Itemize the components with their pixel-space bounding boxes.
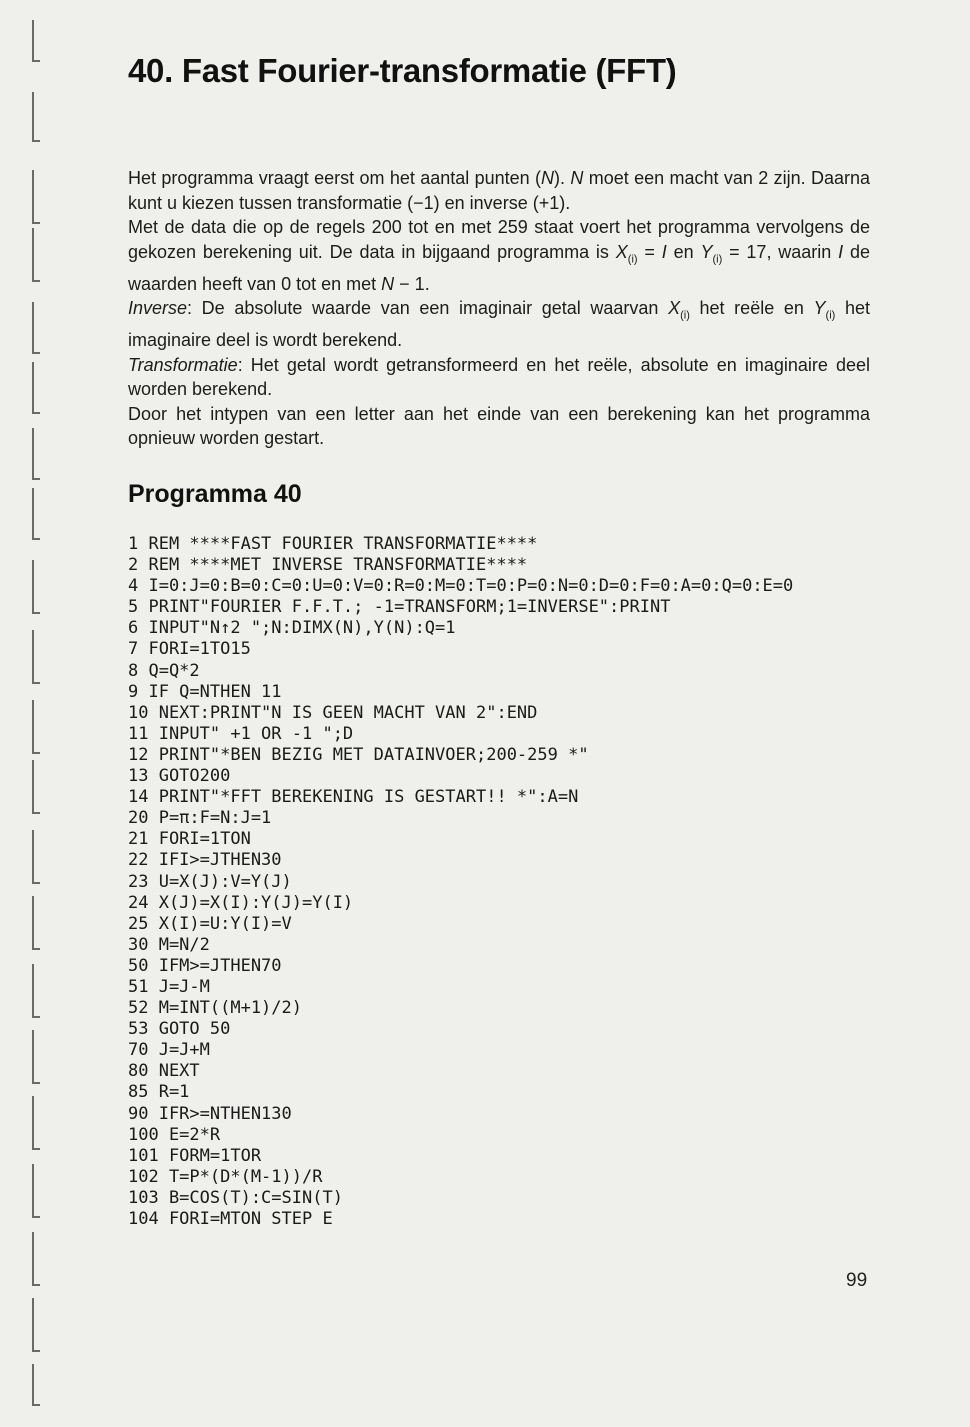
code-line: 22 IFI>=JTHEN30 — [128, 850, 282, 871]
intro-paragraph-transformatie: Transformatie: Het getal wordt getransformeerd en het reële, absolute en imaginaire deel worden berekend. — [128, 354, 870, 400]
code-line: 30 M=N/2 — [128, 934, 210, 955]
code-line: 85 R=1 — [128, 1082, 190, 1103]
intro-paragraph-restart: Door het intypen van een letter aan het einde van een berekening kan het programma opnieuw worden gestart. — [128, 403, 870, 449]
code-line: 50 IFM>=JTHEN70 — [128, 955, 282, 976]
code-line: 24 X(J)=X(I):Y(J)=Y(I) — [128, 892, 354, 913]
code-line: 14 PRINT"*FFT BEREKENING IS GESTART!! *":A=N — [128, 787, 579, 808]
code-line: 90 IFR>=NTHEN130 — [128, 1103, 292, 1124]
code-line: 102 T=P*(D*(M-1))/R — [128, 1166, 323, 1187]
binding-holes — [26, 20, 40, 1410]
chapter-title: 40. Fast Fourier-transformatie (FFT) — [128, 52, 677, 89]
intro-text — [128, 166, 870, 451]
code-line: 25 X(I)=U:Y(I)=V — [128, 913, 292, 934]
code-line: 51 J=J-M — [128, 976, 210, 997]
code-line: 11 INPUT" +1 OR -1 ";D — [128, 723, 354, 744]
code-line: 6 INPUT"N↑2 ";N:DIMX(N),Y(N):Q=1 — [128, 618, 456, 639]
code-line: 9 IF Q=NTHEN 11 — [128, 681, 282, 702]
code-line: 21 FORI=1TON — [128, 829, 251, 850]
code-line: 104 FORI=MTON STEP E — [128, 1209, 333, 1229]
code-line: 23 U=X(J):V=Y(J) — [128, 871, 292, 892]
code-line: 103 B=COS(T):C=SIN(T) — [128, 1187, 343, 1208]
code-line: 13 GOTO200 — [128, 766, 231, 787]
code-line: 8 Q=Q*2 — [128, 660, 200, 681]
code-line: 101 FORM=1TOR — [128, 1145, 262, 1166]
program-listing — [128, 534, 958, 1230]
code-line: 20 P=π:F=N:J=1 — [128, 808, 272, 829]
code-line: 4 I=0:J=0:B=0:C=0:U=0:V=0:R=0:M=0:T=0:P=0:N=0:D=0:F=0:A=0:Q=0:E=0 — [128, 576, 794, 597]
intro-paragraph-inverse: Inverse: De absolute waarde van een imaginair getal waarvan $X_{(i)}$ het reële en $Y_{(i)}$ het imaginaire deel is wordt berekend. — [128, 298, 870, 351]
program-heading: Programma 40 — [128, 480, 302, 508]
code-line: 53 GOTO 50 — [128, 1019, 231, 1040]
code-line: 1 REM ****FAST FOURIER TRANSFORMATIE**** — [128, 534, 538, 554]
code-line: 10 NEXT:PRINT"N IS GEEN MACHT VAN 2":END — [128, 702, 538, 723]
code-line: 80 NEXT — [128, 1061, 200, 1082]
intro-paragraph-2: Met de data die op de regels 200 tot en met 259 staat voert het programma vervolgens de gekozen berekening uit. De data in bijgaand programma is $X_{(i)} = I$ en $Y_{(i)} = 17$, waarin I de waarden heeft van 0 tot en met N − 1. — [128, 217, 871, 294]
code-line: 100 E=2*R — [128, 1124, 221, 1145]
code-line: 5 PRINT"FOURIER F.F.T.; -1=TRANSFORM;1=INVERSE":PRINT — [128, 597, 671, 618]
page-number: 99 — [846, 1270, 868, 1291]
code-line: 2 REM ****MET INVERSE TRANSFORMATIE**** — [128, 555, 528, 576]
code-line: 70 J=J+M — [128, 1040, 210, 1061]
intro-paragraph-1: Het programma vraagt eerst om het aantal punten (N). N moet een macht van 2 zijn. Daarna kunt u kiezen tussen transformatie (−1) en inverse (+1). — [128, 168, 871, 213]
code-line: 52 M=INT((M+1)/2) — [128, 998, 302, 1019]
code-line: 7 FORI=1TO15 — [128, 639, 251, 660]
code-line: 12 PRINT"*BEN BEZIG MET DATAINVOER;200-259 *" — [128, 744, 589, 765]
